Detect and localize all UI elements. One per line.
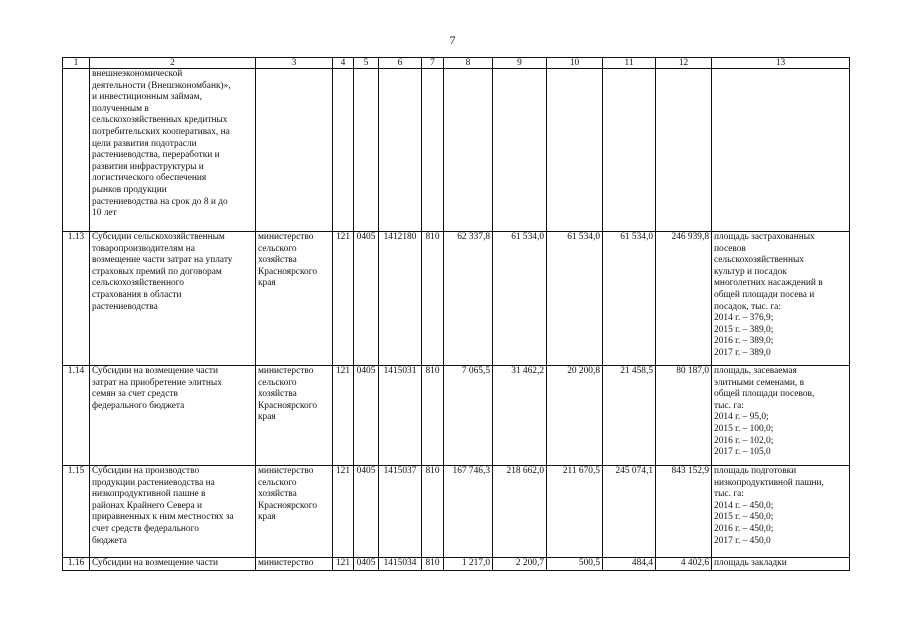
amount-2017: 21 458,5 [603,366,656,466]
amount-2015 [493,69,547,232]
amount-2017: 484,4 [603,558,656,571]
column-header: 4 [333,58,354,69]
amount-2014: 62 337,8 [444,232,493,366]
rzpr-code: 0405 [354,558,379,571]
amount-2015: 2 200,7 [493,558,547,571]
executor: министерство сельского хозяйства Красноярского края [256,466,333,558]
page-number: 7 [449,33,456,47]
table-row [63,69,850,232]
csr-code: 1412180 [379,232,422,366]
rzpr-code: 0405 [354,232,379,366]
amount-2017: 61 534,0 [603,232,656,366]
column-header: 5 [354,58,379,69]
grbs-code: 121 [333,366,354,466]
measure-name: Субсидии на возмещение части затрат на приобретение элитных семян за счет средств федерального бюджета [90,366,256,466]
grbs-code [333,69,354,232]
rzpr-code: 0405 [354,366,379,466]
measure-name: Субсидии сельскохозяйственным товаропроизводителям на возмещение части затрат на уплату страховых премий по договорам сельскохозяйственного страхования в области растениеводства [90,232,256,366]
amount-2014: 7 065,5 [444,366,493,466]
amount-2016: 211 670,5 [547,466,603,558]
column-header: 7 [422,58,444,69]
amount-2016: 61 534,0 [547,232,603,366]
amount-2016 [547,69,603,232]
column-header: 13 [712,58,850,69]
table-row [63,232,850,366]
column-header: 12 [656,58,712,69]
grbs-code: 121 [333,232,354,366]
vr-code [422,69,444,232]
csr-code: 1415034 [379,558,422,571]
amount-2014: 1 217,0 [444,558,493,571]
table-row [63,558,850,571]
amount-2017: 245 074,1 [603,466,656,558]
column-header: 11 [603,58,656,69]
column-header: 8 [444,58,493,69]
measure-name: Субсидии на возмещение части [90,558,256,571]
grbs-code: 121 [333,558,354,571]
column-header: 9 [493,58,547,69]
executor [256,69,333,232]
amount-total: 843 152,9 [656,466,712,558]
column-header: 3 [256,58,333,69]
vr-code: 810 [422,558,444,571]
expected-result: площадь застрахованных посевов сельскохозяйственных культур и посадок многолетних насаждений в общей площади посева и посадок, тыс. га: 2014 г. – 376,9; 2015 г. – 389,0; 2016 г. – 389,0; 2017 г. – 389,0 [712,232,850,366]
amount-2015: 218 662,0 [493,466,547,558]
csr-code [379,69,422,232]
rzpr-code: 0405 [354,466,379,558]
column-header: 10 [547,58,603,69]
row-number: 1.13 [63,232,90,366]
vr-code: 810 [422,466,444,558]
table-row [63,466,850,558]
table-row [63,366,850,466]
row-number [63,69,90,232]
amount-total: 246 939,8 [656,232,712,366]
grbs-code: 121 [333,466,354,558]
amount-2015: 61 534,0 [493,232,547,366]
amount-total: 80 187,0 [656,366,712,466]
expected-result: площадь закладки [712,558,850,571]
vr-code: 810 [422,366,444,466]
amount-2014 [444,69,493,232]
amount-2016: 20 200,8 [547,366,603,466]
header-row [63,58,850,69]
row-number: 1.15 [63,466,90,558]
amount-2014: 167 746,3 [444,466,493,558]
csr-code: 1415031 [379,366,422,466]
measure-name: Субсидии на производство продукции растениеводства на низкопродуктивной пашне в районах Крайнего Севера и приравненных к ним местностях за счет средств федерального бюджета [90,466,256,558]
program-table [62,57,850,571]
rzpr-code [354,69,379,232]
measure-name: внешнеэкономической деятельности (Внешэкономбанк)», и инвестиционным займам, полученным в сельскохозяйственных кредитных потребительских кооперативах, на цели развития подотрасли растениеводства, переработки и развития инфраструктуры и логистического обеспечения рынков продукции растениеводства на срок до 8 и до 10 лет [90,69,256,232]
executor: министерство сельского хозяйства Красноярского края [256,232,333,366]
expected-result: площадь подготовки низкопродуктивной пашни, тыс. га: 2014 г. – 450,0; 2015 г. – 450,0; 2016 г. – 450,0; 2017 г. – 450,0 [712,466,850,558]
amount-total: 4 402,6 [656,558,712,571]
expected-result: площадь, засеваемая элитными семенами, в общей площади посевов, тыс. га: 2014 г. – 95,0; 2015 г. – 100,0; 2016 г. – 102,0; 2017 г. – 105,0 [712,366,850,466]
column-header: 1 [63,58,90,69]
column-header: 2 [90,58,256,69]
row-number: 1.14 [63,366,90,466]
amount-2017 [603,69,656,232]
amount-2015: 31 462,2 [493,366,547,466]
csr-code: 1415037 [379,466,422,558]
row-number: 1.16 [63,558,90,571]
executor: министерство сельского хозяйства Красноярского края [256,366,333,466]
column-header: 6 [379,58,422,69]
amount-total [656,69,712,232]
vr-code: 810 [422,232,444,366]
amount-2016: 500,5 [547,558,603,571]
executor: министерство [256,558,333,571]
expected-result [712,69,850,232]
